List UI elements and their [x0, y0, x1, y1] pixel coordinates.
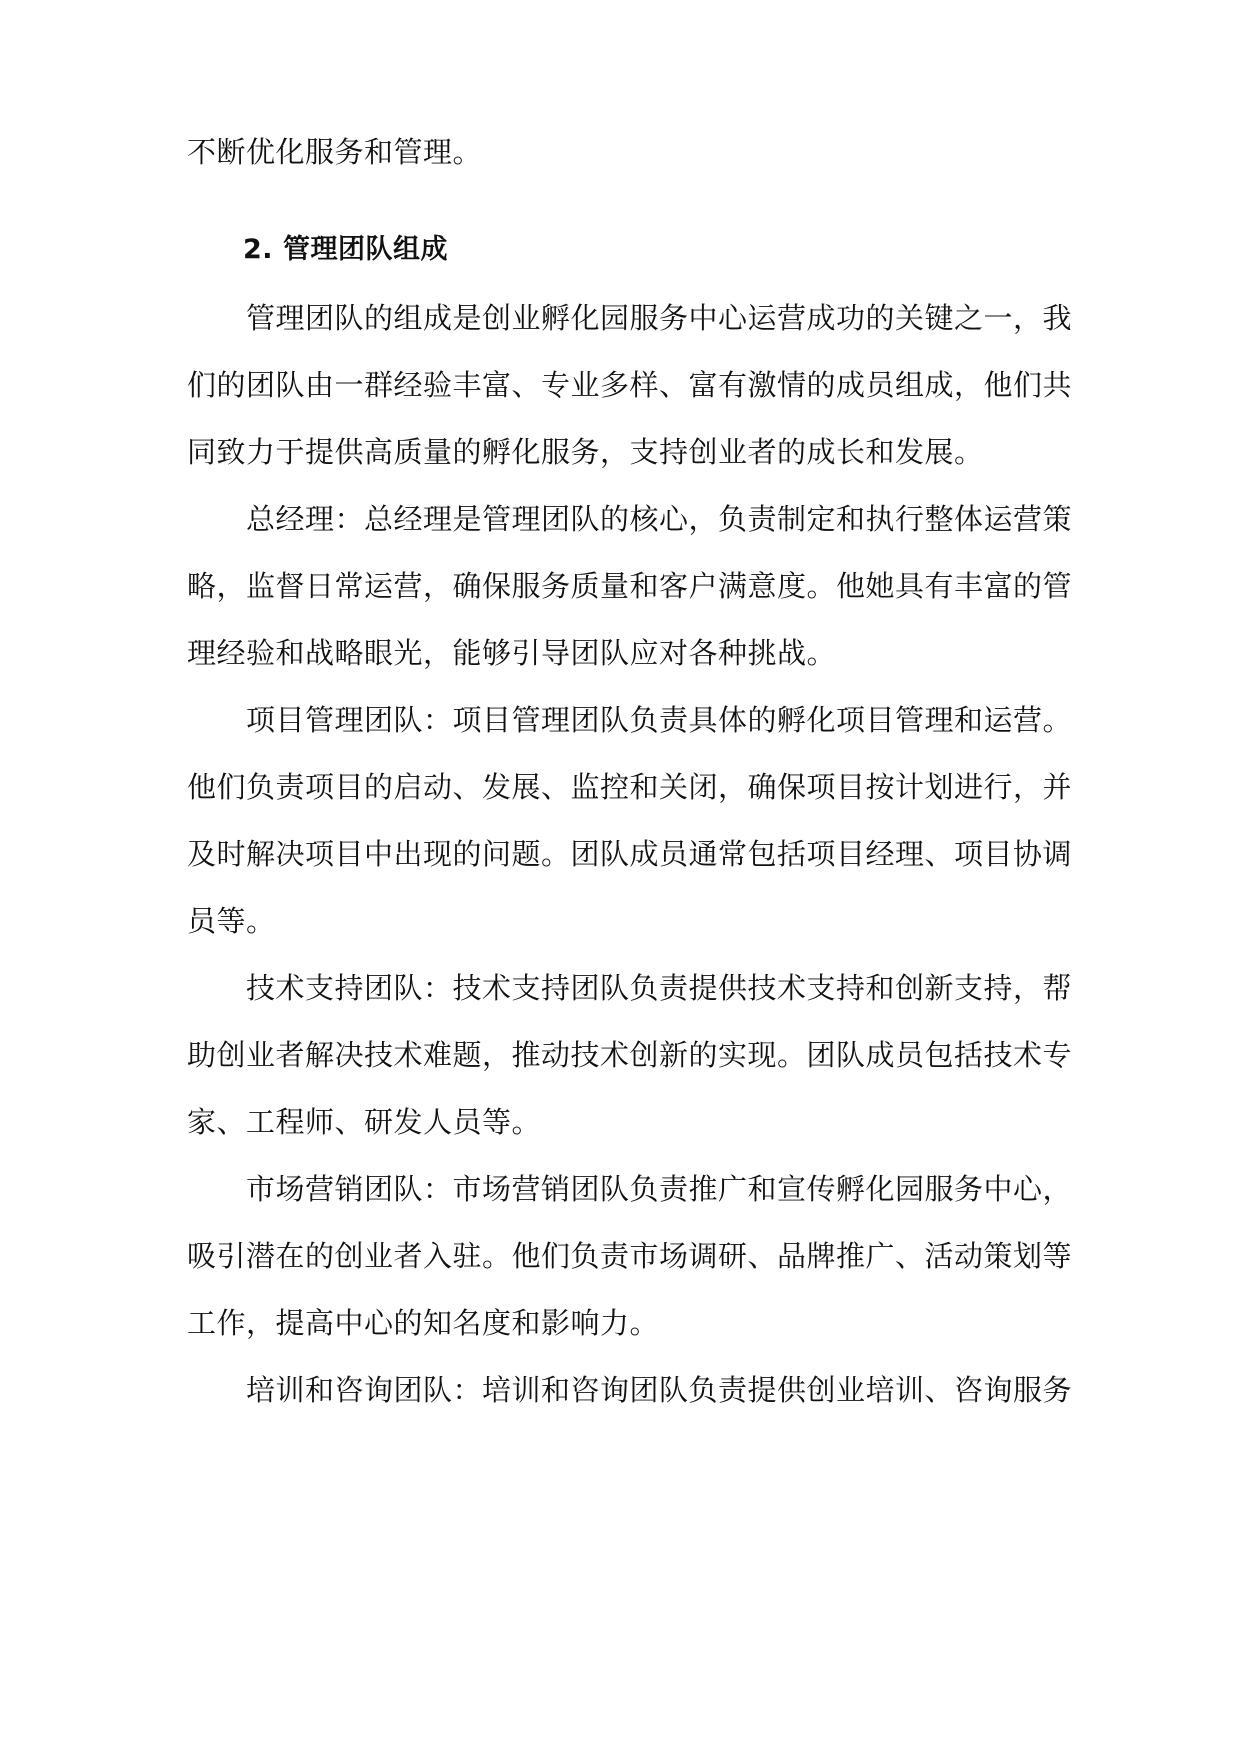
text-line-7: 略，监督日常运营，确保服务质量和客户满意度。他她具有丰富的管	[187, 569, 1073, 603]
text-line-17: 吸引潜在的创业者入驻。他们负责市场调研、品牌推广、活动策划等	[187, 1239, 1073, 1273]
text-line-10: 他们负责项目的启动、发展、监控和关闭，确保项目按计划进行，并	[187, 770, 1073, 804]
text-line-8: 理经验和战略眼光，能够引导团队应对各种挑战。	[187, 636, 837, 670]
section-heading: 2. 管理团队组成	[243, 234, 448, 265]
text-line-3: 管理团队的组成是创业孵化园服务中心运营成功的关键之一，我	[246, 301, 1073, 335]
text-line-19: 培训和咨询团队：培训和咨询团队负责提供创业培训、咨询服务	[246, 1373, 1073, 1407]
text-line-9: 项目管理团队：项目管理团队负责具体的孵化项目管理和运营。	[246, 703, 1073, 737]
text-line-1: 不断优化服务和管理。	[187, 135, 483, 169]
text-line-18: 工作，提高中心的知名度和影响力。	[187, 1306, 660, 1340]
text-line-16: 市场营销团队：市场营销团队负责推广和宣传孵化园服务中心，	[246, 1172, 1073, 1206]
text-line-12: 员等。	[187, 904, 276, 938]
text-line-5: 同致力于提供高质量的孵化服务，支持创业者的成长和发展。	[187, 435, 984, 469]
text-line-11: 及时解决项目中出现的问题。团队成员通常包括项目经理、项目协调	[187, 837, 1073, 871]
text-line-15: 家、工程师、研发人员等。	[187, 1105, 542, 1139]
text-line-13: 技术支持团队：技术支持团队负责提供技术支持和创新支持，帮	[246, 971, 1073, 1005]
text-line-4: 们的团队由一群经验丰富、专业多样、富有激情的成员组成，他们共	[187, 368, 1073, 402]
text-line-6: 总经理：总经理是管理团队的核心，负责制定和执行整体运营策	[246, 502, 1073, 536]
text-line-14: 助创业者解决技术难题，推动技术创新的实现。团队成员包括技术专	[187, 1038, 1073, 1072]
